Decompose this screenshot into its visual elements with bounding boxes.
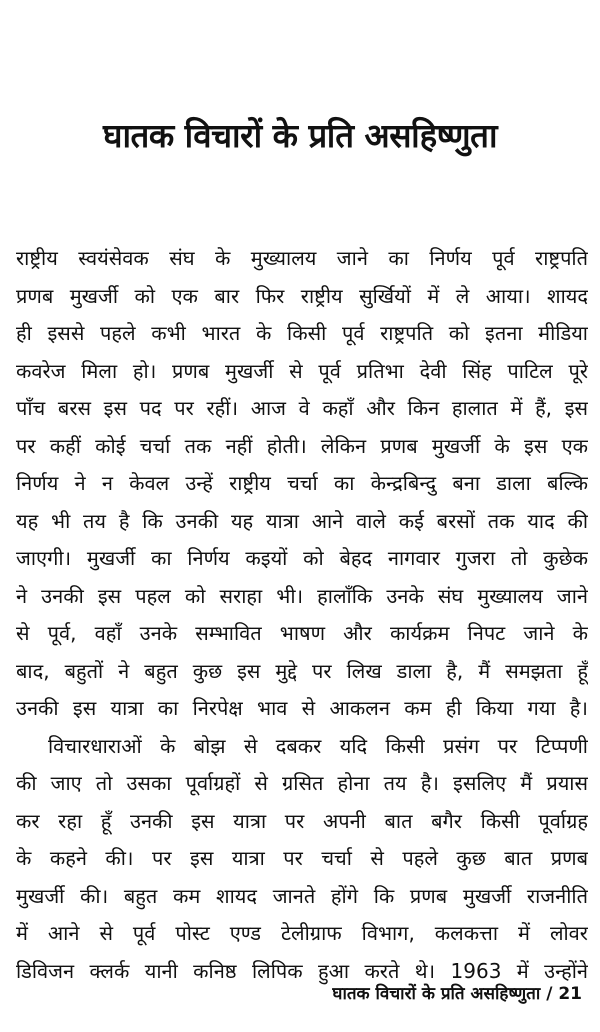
text-line: यह भी तय है कि उनकी यह यात्रा आने वाले कई बरसों तक याद की [16, 508, 588, 533]
text-line: की जाए तो उसका पूर्वाग्रहों से ग्रसित होना तय है। इसलिए मैं प्रयास [16, 771, 588, 795]
text-line: ने उनकी इस पहल को सराहा भी। हालाँकि उनके संघ मुख्यालय जाने [16, 583, 588, 608]
text-line: उनकी इस यात्रा का निरपेक्ष भाव से आकलन कम ही किया गया है। [16, 696, 588, 720]
running-title: घातक विचारों के प्रति असहिष्णुता [332, 984, 541, 1004]
chapter-title: घातक विचारों के प्रति असहिष्णुता [102, 116, 497, 155]
text-line: डिविजन क्लर्क यानी कनिष्ठ लिपिक हुआ करते थे। 1963 में उन्होंने [16, 958, 588, 983]
text-line: पर कहीं कोई चर्चा तक नहीं होती। लेकिन प्रणब मुखर्जी के इस एक [16, 433, 588, 458]
text-line: मुखर्जी की। बहुत कम शायद जानते होंगे कि प्रणब मुखर्जी राजनीति [16, 883, 588, 908]
text-line: राष्ट्रीय स्वयंसेवक संघ के मुख्यालय जाने का निर्णय पूर्व राष्ट्रपति [16, 246, 588, 270]
paragraph-1 [16, 240, 588, 728]
text-line: से पूर्व, वहाँ उनके सम्भावित भाषण और कार्यक्रम निपट जाने के [16, 621, 588, 645]
text-line: कवरेज मिला हो। प्रणब मुखर्जी से पूर्व प्रतिभा देवी सिंह पाटिल पूरे [16, 358, 588, 383]
page-footer [332, 982, 582, 1006]
text-line: कर रहा हूँ उनकी इस यात्रा पर अपनी बात बगैर किसी पूर्वाग्रह [16, 808, 588, 833]
body-text [16, 240, 588, 990]
text-line: जाएगी। मुखर्जी का निर्णय कइयों को बेहद नागवार गुजरा तो कुछेक [16, 546, 588, 570]
paragraph-2 [16, 728, 588, 991]
text-line: बाद, बहुतों ने बहुत कुछ इस मुद्दे पर लिख डाला है, मैं समझता हूँ [16, 658, 588, 683]
text-line: के कहने की। पर इस यात्रा पर चर्चा से पहले कुछ बात प्रणब [16, 846, 588, 870]
text-line: ही इससे पहले कभी भारत के किसी पूर्व राष्ट्रपति को इतना मीडिया [16, 321, 588, 345]
footer-separator: / [540, 984, 559, 1004]
text-line: में आने से पूर्व पोस्ट एण्ड टेलीग्राफ विभाग, कलकत्ता में लोवर [16, 921, 588, 945]
text-line: विचारधाराओं के बोझ से दबकर यदि किसी प्रसंग पर टिप्पणी [48, 733, 588, 758]
text-line: निर्णय ने न केवल उन्हें राष्ट्रीय चर्चा का केन्द्रबिन्दु बना डाला बल्कि [16, 471, 588, 495]
text-line: पाँच बरस इस पद पर रहीं। आज वे कहाँ और किन हालात में हैं, इस [16, 396, 588, 420]
text-line: प्रणब मुखर्जी को एक बार फिर राष्ट्रीय सुर्खियों में ले आया। शायद [16, 283, 588, 308]
page-number: 21 [558, 984, 582, 1004]
